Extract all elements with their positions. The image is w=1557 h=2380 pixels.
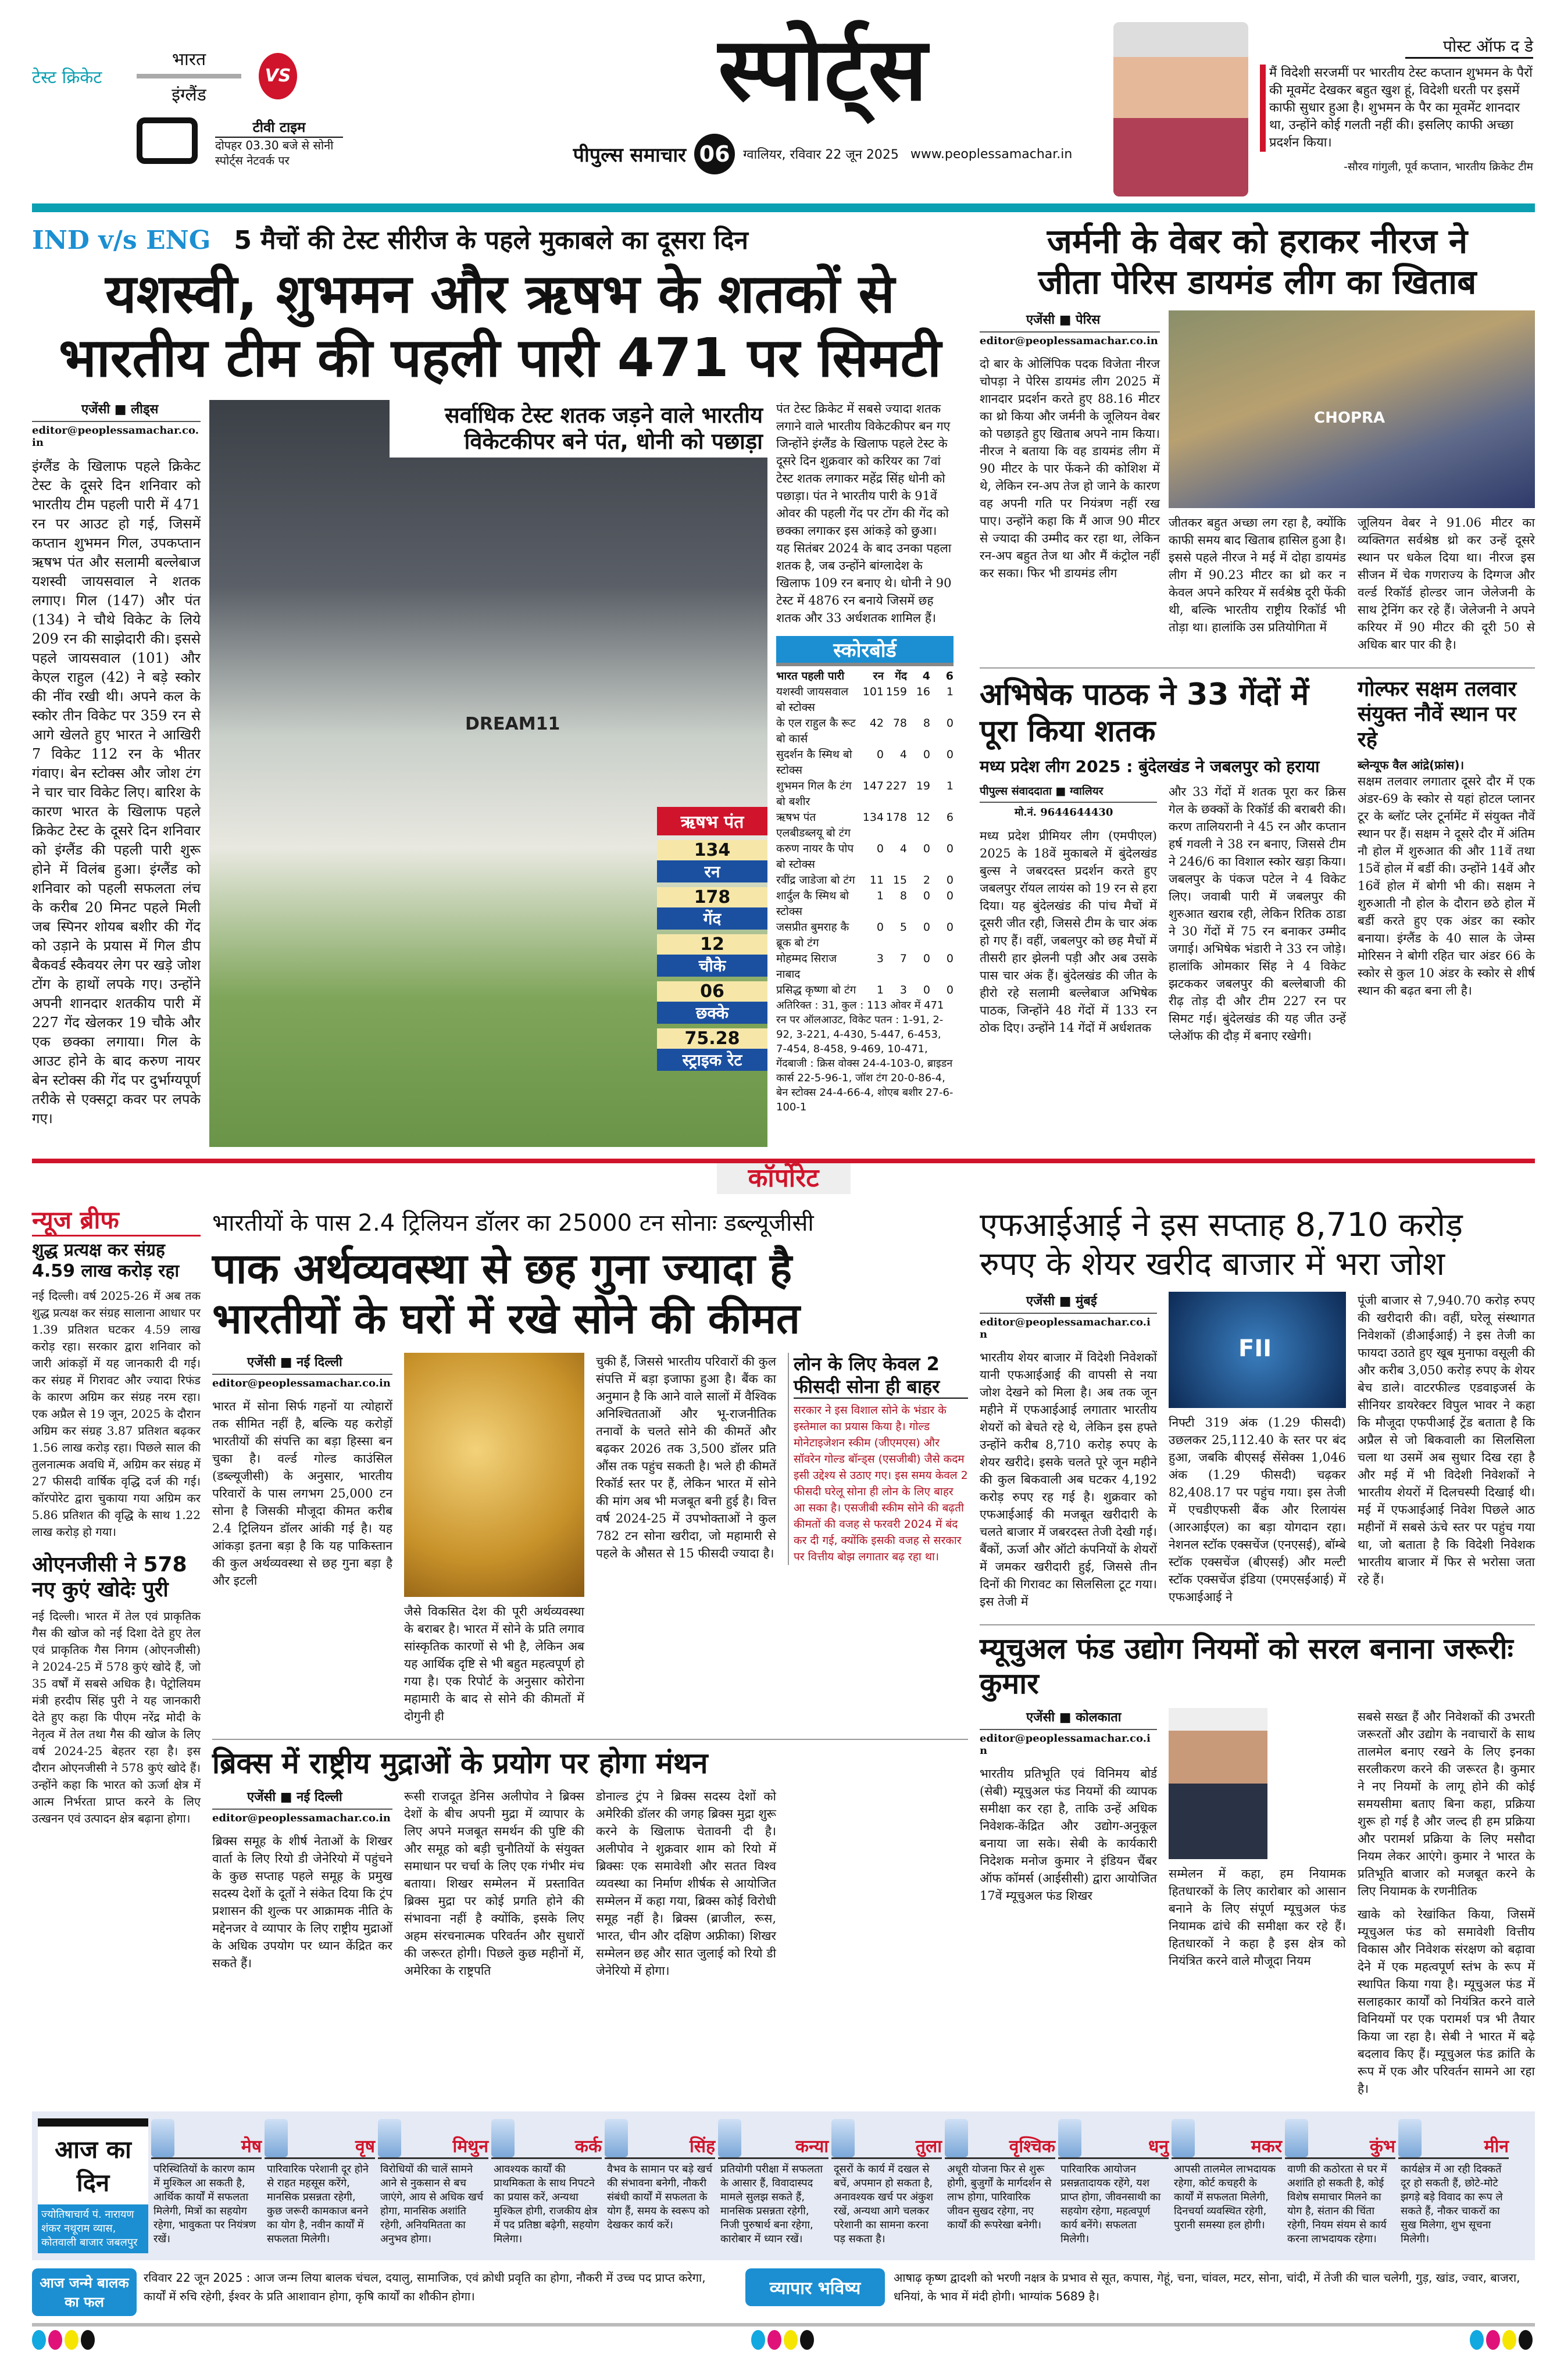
email: editor@peoplessamachar.co.in — [212, 1377, 391, 1390]
stat-value: 178 — [657, 887, 767, 907]
byline: एजेंसी ■ नई दिल्ली — [212, 1788, 392, 1810]
main-headline-line2: भारतीय टीम की पहली पारी 471 पर सिमटी — [59, 327, 941, 389]
score-cell: 0 — [946, 983, 954, 996]
batsman-name: रवींद्र जाडेजा बो टंग — [776, 873, 855, 887]
abhishek-subhead: मध्य प्रदेश लीग 2025 : बुंदेलखंड ने जबलपुर को हराया — [980, 756, 1320, 776]
brief-body-1: नई दिल्ली। वर्ष 2025-26 में अब तक शुद्ध प्रत्यक्ष कर संग्रह सालाना आधार पर 1.39 प्रतिशत घटकर 4.59 लाख करोड़ रहा। सरकार द्वारा शनिवार को जारी आंकड़ों में यह जानकारी दी गई। कर संग्रह में गिरावट और ज्यादा रिफंड के कारण अग्रिम कर संग्रह नरम रहा। एक अप्रैल से 19 जून, 2025 के दौरान अग्रिम कर संग्रह 3.87 प्रतिशत बढ़कर 1.56 लाख करोड़ रहा। पिछले साल की तुलनात्मक अवधि में, अग्रिम कर संग्रह में 27 फीसदी वार्षिक वृद्धि दर्ज की गई। कॉरपोरेट द्वारा चुकाया गया अग्रिम कर 5.86 प्रतिशत की वृद्धि के साथ 1.22 लाख करोड़ हो गया। — [32, 1288, 201, 1539]
sign-header — [151, 2118, 262, 2159]
abhishek-col-1 — [980, 783, 1157, 1037]
sign-label: सिंह — [690, 2136, 715, 2157]
score-cell: 0 — [946, 748, 954, 761]
masthead-info — [573, 134, 1073, 174]
brics-article — [212, 1788, 392, 1972]
section-label: कॉर्पोरेट — [717, 1163, 851, 1194]
mf-body-4: खाके को रेखांकित किया, जिसमें म्यूचुअल फंड को समावेशी वित्तीय विकास और निवेशक संरक्षण को बढ़ावा देने में एक महत्वपूर्ण स्तंभ के रूप में स्थापित किया गया है। म्यूचुअल फंड में सलाहकार कार्यों को नियंत्रित करने वाले विनियमों पर एक परामर्श पत्र भी तैयार किया जा रहा है। सेबी ने भारत में बढ़े बदलाव किए हैं। म्यूचुअल फंड क्रांति के रूप में एक और परिवर्तन सामने आ रहा है। — [1358, 1907, 1535, 2096]
mf-columns — [980, 1708, 1535, 2097]
mf-body-2: सम्मेलन में कहा, हम नियामक हितधारकों के लिए कारोबार को आसान बनाने के लिए संपूर्ण म्यूचुअल फंड नियामक ढांचे की समीक्षा कर रहे हैं। हितधारकों ने कहा है इस क्षेत्र को नियंत्रित करने वाले मौजूदा नियम — [1169, 1866, 1346, 1968]
brics-columns — [212, 1788, 968, 1979]
neeraj-body-3: जूलियन वेबर ने 91.06 मीटर का व्यक्तिगत सर्वश्रेष्ठ थ्रो कर उन्हें दूसरे स्थान पर धकेल दिया था। नीरज इस सीजन में चेक गणराज्य के दिग्गज और वर्ल्ड रिकॉर्ड होल्डर जान जेलेजनी के साथ ट्रेनिंग कर रहे हैं। जेलेजनी ने अपने करियर में 90 मीटर की दूरी 50 से अधिक बार पार की है। — [1358, 516, 1535, 652]
score-cell: 0 — [923, 952, 930, 965]
mf-col-3 — [1358, 1708, 1535, 2097]
zodiac-icon — [491, 2119, 515, 2157]
scoreboard — [776, 636, 954, 1114]
sign-header — [491, 2118, 602, 2159]
score-cell: 4 — [899, 842, 907, 855]
neeraj-article — [980, 310, 1160, 582]
header-cell: गेंद — [895, 669, 907, 682]
sign-header — [605, 2118, 715, 2159]
batsman-name: यशस्वी जायसवाल बो स्टोक्स — [776, 685, 849, 714]
header-cell: 6 — [945, 669, 954, 682]
article-body: भारत में सोना सिर्फ गहनों या त्योहारों तक सीमित नहीं है, बल्कि यह करोड़ों भारतीयों की संपत्ति का बड़ा हिस्सा बन चुका है। वर्ल्ड गोल्ड काउंसिल (डब्ल्यूजीसी) के अनुसार, भारतीय परिवारों के पास लगभग 25,000 टन सोना है जिसकी मौजूदा कीमत करीब 2.4 ट्रिलियन डॉलर आंकी गई है। यह आंकड़ा इतना बड़ा है कि यह पाकिस्तान की कुल अर्थव्यवस्था से छह गुना बड़ा है और इटली — [212, 1399, 392, 1588]
email: editor@peoplessamachar.co.in — [212, 1812, 391, 1825]
horoscope-sign — [1398, 2118, 1509, 2250]
article-body: मध्य प्रदेश प्रीमियर लीग (एमपीएल) 2025 के 18वें मुकाबले में बुंदेलखंड बुल्स ने जबरदस्त प्रदर्शन करते हुए जबलपुर रॉयल लायंस को 19 रन से हरा दिया। यह बुंदेलखंड की पांच मैचों में दूसरी जीत रही, जिससे टीम के चार अंक हो गए हैं। वहीं, जबलपुर को छह मैचों में तीसरी हार झेलनी पड़ी और अब उसके पास चार अंक हैं। बुंदेलखंड की जीत के हीरो रहे सलामी बल्लेबाज अभिषेक पाठक, जिन्होंने 48 गेंदों में 133 रन ठोक दिए। उन्होंने 14 गेंदों में अर्धशतक — [980, 828, 1157, 1035]
byline: एजेंसी ■ लीड्स — [32, 400, 201, 422]
mf-article — [980, 1708, 1157, 1904]
horoscope-sign — [831, 2118, 942, 2250]
mf-headline: म्यूचुअल फंड उद्योग नियमों को सरल बनाना जरूरीः कुमार — [980, 1624, 1535, 1701]
horoscope-sign — [378, 2118, 488, 2250]
stat-label: चौके — [657, 955, 767, 977]
sign-header — [1398, 2118, 1509, 2159]
sign-header — [945, 2118, 1055, 2159]
score-cell: 3 — [899, 983, 907, 996]
cricket-section — [32, 221, 968, 1147]
score-cell: 7 — [899, 952, 907, 965]
middle-section — [212, 1206, 968, 1980]
website-link[interactable]: www.peoplessamachar.in — [910, 146, 1073, 162]
score-cell: 0 — [946, 873, 954, 887]
score-cell: 6 — [946, 810, 954, 824]
brief-headline-2: ओएनजीसी ने 578 नए कुएं खोदेः पुरी — [32, 1552, 187, 1602]
abhishek-headline: अभिषेक पाठक ने 33 गेंदों में पूरा किया शतक — [980, 677, 1309, 749]
horoscope-sign — [151, 2118, 262, 2250]
article-body: दो बार के ओलिंपिक पदक विजेता नीरज चोपड़ा ने पेरिस डायमंड लीग 2025 में शानदार प्रदर्शन करते हुए 88.16 मीटर का थ्रो किया और जर्मनी के जूलियन वेबर को पछाड़ते हुए खिताब अपने नाम किया। नीरज ने बताया कि वह डायमंड लीग में 90 मीटर के पार फेंकने की कोशिश में थे, लेकिन रन-अप तेज हो जाने के कारण वह अपनी गति पर नियंत्रण नहीं रख पाए। उन्होंने कहा कि मैं आज 90 मीटर से ज्यादा की उम्मीद कर रहा था, लेकिन रन-अप बहुत तेज था और मैं कंट्रोल नहीं कर सका। फिर भी डायमंड लीग — [980, 357, 1160, 581]
email: editor@peoplessamachar.co.in — [980, 335, 1158, 348]
stat-label: रन — [657, 860, 767, 882]
pant-side-column — [776, 400, 954, 1114]
score-cell: 3 — [876, 952, 884, 965]
byline: एजेंसी ■ मुंबई — [980, 1292, 1157, 1314]
score-cell: 0 — [876, 748, 884, 761]
horoscope-title: आज का दिन — [38, 2118, 148, 2204]
score-cell: 178 — [885, 810, 907, 824]
sign-text: वाणी की कठोरता से घर में अशांति हो सकती है, कोई विशेष समाचार मिलने का योग है, संतान की चिंता रहेगी, नियम संयम से कार्य करना लाभदायक रहेगा। — [1287, 2163, 1387, 2245]
vs-badge: VS — [259, 53, 297, 99]
fii-col-2 — [1169, 1292, 1346, 1606]
born-text: रविवार 22 जून 2025 : आज जन्म लिया बालक चंचल, दयालु, सामाजिक, एवं क्रोधी प्रवृति का होगा, नौकरी में उच्च पद प्राप्त करेगा, कार्यों में रुचि रहेगी, ईश्वर के प्रति आशावान होगा, कृषि कार्यों का शौकीन होगा। — [144, 2270, 706, 2303]
image-label: FII — [1238, 1335, 1272, 1362]
pant-side-body: पंत टेस्ट क्रिकेट में सबसे ज्यादा शतक लगाने वाले भारतीय विकेटकीपर बन गए जिन्होंने इंग्लैंड के खिलाफ पहले टेस्ट के दूसरे दिन शुक्रवार को करियर का 7वां टेस्ट शतक लगाकर महेंद्र सिंह धोनी को पछाड़ा। पंत ने भारतीय पारी के 91वें ओवर की पहली गेंद पर टोंग की गेंद को छक्का लगाकर इस आंकड़े को छुआ। यह सितंबर 2024 के बाद उनका पहला शतक है, जब उन्होंने बांग्लादेश के खिलाफ 109 रन बनाए थे। धोनी ने 90 टेस्ट में 4876 रन बनाये जिसमें छह शतक और 33 अर्धशतक शामिल हैं। — [776, 401, 952, 625]
main-kicker — [32, 221, 968, 256]
fii-image — [1169, 1292, 1346, 1408]
horoscope-sign — [1285, 2118, 1395, 2250]
sign-label: कर्क — [574, 2136, 602, 2157]
byline: एजेंसी ■ नई दिल्ली — [212, 1353, 392, 1375]
scoreboard-row — [776, 716, 954, 747]
score-cell: 19 — [916, 779, 930, 792]
scoreboard-summary: अतिरिक्त : 31, कुल : 113 ओवर में 471 रन पर ऑलआउट, विकेट पतन : 1-91, 2-92, 3-221, 4-430, 5-447, 6-453, 7-454, 8-458, 9-469, 10-471, गेंदबाजी : क्रिस वोक्स 24-4-103-0, ब्राइडन कार्स 22-5-96-1, जॉश टंग 20-0-86-4, बेन स्टोक्स 24-4-66-4, शोएब बशीर 27-6-100-1 — [776, 999, 954, 1113]
main-headline-line1: यशस्वी, शुभमन और ऋषभ के शतकों से — [105, 263, 895, 325]
gold-body-2: जैसे विकसित देश की पूरी अर्थव्यवस्था के बराबर है। भारत में सोने के प्रति लगाव सांस्कृतिक कारणों से भी है, लेकिन अब यह आर्थिक दृष्टि से भी बहुत महत्वपूर्ण हो गया है। एक रिपोर्ट के अनुसार कोरोना महामारी के बाद से सोने की कीमतों में दोगुनी ही — [404, 1604, 584, 1724]
horoscope-strip — [32, 2111, 1535, 2260]
abhishek-columns — [980, 783, 1346, 1045]
post-of-the-day — [1260, 12, 1533, 196]
score-cell: 101 — [862, 685, 884, 698]
main-article — [32, 400, 201, 1128]
brics-body-2: रूसी राजदूत डेनिस अलीपोव ने ब्रिक्स देशों के बीच अपनी मुद्रा में व्यापार के लिए अपने मजबूत समर्थन की पुष्टि की और समूह को बड़ी चुनौतियों के संयुक्त समाधान पर चर्चा के लिए एक गंभीर मंच बताया। शिखर सम्मेलन में प्रस्तावित ब्रिक्स मुद्रा पर कोई प्रगति होने की संभावना नहीं है क्योंकि, इसके लिए अहम संरचनात्मक परिवर्तन और सुधारों की जरूरत होगी। पिछले कुछ महीनों में, अमेरिका के राष्ट्रपति — [404, 1789, 584, 1978]
footer-rule — [32, 2323, 1535, 2327]
fii-headline-line2: रुपए के शेयर खरीद बाजार में भरा जोश — [980, 1245, 1445, 1283]
news-brief — [32, 1206, 201, 1828]
sign-text: आपसी तालमेल लाभदायक रहेगा, कोर्ट कचहरी के कार्यों में सफलता मिलेगी, दिनचर्या व्यवस्थित रहेगी, पुरानी समस्या हल होगी। — [1174, 2163, 1276, 2231]
horoscope-sign — [945, 2118, 1055, 2236]
scoreboard-rows — [776, 669, 954, 998]
batsman-name: प्रसिद्ध कृष्णा बो टंग — [776, 983, 856, 996]
stat-value: 12 — [657, 934, 767, 955]
score-cell: 1 — [876, 983, 884, 996]
sign-label: कुंभ — [1369, 2136, 1395, 2157]
cricket-body-row — [32, 400, 968, 1147]
gold-body-3: चुकी हैं, जिससे भारतीय परिवारों की कुल संपत्ति में बड़ा इजाफा हुआ है। बैंक का अनुमान है कि आने वाले सालों में वैश्विक अनिश्चितताओं और भू-राजनीतिक तनावों के चलते सोने की कीमतें और बढ़कर 2026 तक 3,500 डॉलर प्रति औंस तक पहुंच सकती है। भले ही कीमतें रिकॉर्ड स्तर पर हैं, लेकिन भारत में सोने की मांग अब भी मजबूत बनी हुई है। वित्त वर्ष 2024-25 में उपभोक्ताओं ने कुल 782 टन सोना खरीदा, जो महामारी से पहले के औसत से 15 फीसदी ज्यादा है। — [596, 1355, 776, 1561]
stat-value: 134 — [657, 840, 767, 860]
gold-headline-line2: भारतीयों के घरों में रखे सोने की कीमत — [212, 1293, 800, 1343]
header-center — [358, 12, 1113, 196]
article-body: सक्षम तलवार लगातार दूसरे दौर में एक अंडर-69 के स्कोर से यहां होटल प्लानर टूर के ब्लॉट प्लेर टूर्नामेंट में संयुक्त नौवें स्थान पर हैं। सक्षम ने दूसरे दौर में अंतिम नौ होल में शुरुआत की और 11वें तथा 15वें होल में बर्डी की। उन्होंने 14वें और 16वें होल में बोगी भी की। सक्षम ने शुरुआती नौ होल के दौरान छठे होल में बर्डी करते हुए एक अंडर का स्कोर बनाया। इंग्लैंड के 40 साल के जेम्स मोरिसन ने बोगी रहित चार अंडर 66 के स्कोर से कुल 10 अंडर के स्कोर से शीर्ष स्थान की बढ़त बना ली है। — [1358, 774, 1535, 998]
score-cell: 11 — [869, 873, 884, 887]
batsman-name: शुभमन गिल कै टंग बो बशीर — [776, 779, 852, 808]
tv-time-box — [215, 117, 343, 168]
registration-row — [32, 2330, 1535, 2352]
section-tag: टेस्ट क्रिकेट — [32, 67, 102, 88]
box-body: सरकार ने इस विशाल सोने के भंडार के इस्तेमाल का प्रयास किया है। गोल्ड मोनेटाइजेशन स्कीम (जीएमएस) और सॉवरेन गोल्ड बॉन्ड्स (एसजीबी) जैसे कदम इसी उद्देश्य से उठाए गए। इस समय केवल 2 फीसदी घरेलू सोना ही लोन के लिए बाहर आ सका है। एसजीबी स्कीम सोने की बढ़ती कीमतों की वजह से फरवरी 2024 में बंद कर दी गई, क्योंकि इसकी वजह से सरकार पर वित्तीय बोझ लगातार बढ़ रहा था। — [794, 1404, 968, 1564]
fii-article — [980, 1292, 1157, 1610]
score-cell: 0 — [923, 983, 930, 996]
zodiac-icon — [1285, 2119, 1308, 2157]
astrologer: ज्योतिषाचार्य पं. नारायण शंकर नथूराम व्यास, कोतवाली बाजार जबलपुर — [38, 2204, 148, 2253]
sign-label: वृष — [355, 2136, 375, 2157]
score-cell: 0 — [946, 952, 954, 965]
score-cell: 4 — [899, 748, 907, 761]
score-cell: 2 — [923, 873, 930, 887]
issue-date: ग्वालियर, रविवार 22 जून 2025 — [743, 148, 899, 162]
sign-header — [265, 2118, 375, 2159]
scoreboard-row — [776, 920, 954, 951]
neeraj-headline-line1: जर्मनी के वेबर को हराकर नीरज ने — [1047, 221, 1468, 261]
footer — [32, 2268, 1535, 2316]
score-cell: 42 — [869, 716, 884, 730]
score-cell: 8 — [899, 889, 907, 902]
byline: एजेंसी ■ पेरिस — [980, 310, 1160, 333]
neeraj-body-row — [980, 310, 1535, 653]
score-cell: 0 — [876, 920, 884, 934]
abhishek-body-2: और 33 गेंदों में शतक पूरा कर क्रिस गेल के छक्कों के रिकॉर्ड की बराबरी की। करण तालियरानी ने 45 रन और कप्तान हर्ष गवली ने 38 रन बनाए, जिससे टीम ने 246/6 का विशाल स्कोर खड़ा किया। जबलपुर के पंकज पटेल ने 4 विकेट लिए। जवाबी पारी में जबलपुर की शुरुआत खराब रही, लेकिन रितिक ठाडा ने 30 गेंदों में 75 रन बनाकर उम्मीद जगाई। अभिषेक भंडारी ने 33 रन जोड़े। हालांकि ओमकार सिंह ने 4 विकेट झटककर जबलपुर की बल्लेबाजी की रीढ़ तोड़ दी और टीम 227 रन पर सिमट गई। बुंदेलखंड की यह जीत उन्हें प्लेऑफ की दौड़ में बनाए रखेगी। — [1169, 784, 1346, 1043]
tv-time — [137, 117, 358, 168]
batsman-name: के एल राहुल कै रूट बो कार्स — [776, 716, 856, 745]
horoscope-sign — [1172, 2118, 1282, 2236]
gold-headline-line1: पाक अर्थव्यवस्था से छह गुना ज्यादा है — [212, 1243, 792, 1293]
horoscope-signs — [148, 2118, 1509, 2253]
score-cell: 0 — [946, 920, 954, 934]
horoscope-sign — [1058, 2118, 1169, 2250]
byline: एजेंसी ■ कोलकाता — [980, 1708, 1157, 1730]
masthead: स्पोर्ट्स — [718, 19, 927, 120]
sign-header — [718, 2118, 829, 2159]
right-top-section — [980, 221, 1535, 1045]
header-cell: भारत पहली पारी — [776, 669, 845, 682]
sign-header — [1172, 2118, 1282, 2159]
byline: पीपुल्स संवाददाता ■ ग्वालियर — [980, 783, 1157, 803]
sign-label: मकर — [1251, 2136, 1282, 2157]
sign-label: मीन — [1484, 2136, 1509, 2157]
header-left — [32, 12, 358, 196]
brics-body-3: डोनाल्ड ट्रंप ने ब्रिक्स सदस्य देशों को अमेरिकी डॉलर की जगह ब्रिक्स मुद्रा शुरू करने के खिलाफ चेतावनी दी है। अलीपोव ने शुक्रवार शाम को रियो में ब्रिक्सः एक समावेशी और सतत विश्व व्यवस्था का निर्माण शीर्षक से आयोजित सम्मेलन में कहा गया, ब्रिक्स कोई विरोधी समूह नहीं है। ब्रिक्स (ब्राजील, रूस, भारत, चीन और दक्षिण अफ्रीका) शिखर सम्मेलन छह और सात जुलाई को रियो डी जेनेरियो में होगा। — [596, 1789, 776, 1978]
score-cell: 12 — [916, 810, 930, 824]
bottom-section — [32, 1206, 1535, 2097]
right-bottom-section — [980, 1206, 1535, 2097]
kicker-tag: IND v/s ENG — [32, 226, 211, 255]
score-cell: 8 — [923, 716, 930, 730]
sign-text: अधूरी योजना फिर से शुरू होगी, बुजुर्गों के मार्गदर्शन से लाभ होगा, पारिवारिक जीवन सुखद रहेगा, नए कार्यों की रूपरेखा बनेगी। — [947, 2163, 1052, 2231]
score-cell: 1 — [946, 779, 954, 792]
stat-value: 75.28 — [657, 1028, 767, 1049]
gold-kicker: भारतीयों के पास 2.4 ट्रिलियन डॉलर का 25000 टन सोनाः डब्ल्यूजीसी — [212, 1209, 814, 1237]
sign-header — [1058, 2118, 1169, 2159]
sign-text: पारिवारिक आयोजन प्रसन्नतादायक रहेंगे, यश प्राप्त होगा, जीवनसाथी का सहयोग रहेगा, महत्वपूर्ण कार्य बनेंगे। सफलता मिलेगी। — [1060, 2163, 1161, 2245]
score-cell: 0 — [946, 842, 954, 855]
golf-headline: गोल्फर सक्षम तलवार संयुक्त नौवें स्थान पर रहे — [1358, 677, 1517, 752]
article-body: भारतीय प्रतिभूति एवं विनिमय बोर्ड (सेबी) म्यूचुअल फंड नियमों की व्यापक समीक्षा कर रहा है, ताकि उन्हें अधिक निवेशक-केंद्रित और उद्योग-अनुकूल बनाया जा सके। सेबी के कार्यकारी निदेशक मनोज कुमार ने इंडियन चैंबर ऑफ कॉमर्स (आईसीसी) द्वारा आयोजित 17वें म्यूचुअल फंड शिखर — [980, 1766, 1157, 1903]
scoreboard-row — [776, 747, 954, 778]
abhishek-article — [980, 677, 1346, 1045]
email: editor@peoplessamachar.co.in — [980, 1316, 1151, 1341]
score-cell: 0 — [923, 889, 930, 902]
sign-header — [1285, 2118, 1395, 2159]
manoj-kumar-photo — [1169, 1708, 1267, 1859]
zodiac-icon — [151, 2119, 174, 2157]
zodiac-icon — [945, 2119, 968, 2157]
zodiac-icon — [1058, 2119, 1081, 2157]
author-photo — [1113, 22, 1248, 196]
divider — [137, 74, 241, 78]
neeraj-body-2: जीतकर बहुत अच्छा लग रहा है, क्योंकि काफी समय बाद खिताब हासिल हुआ है। इससे पहले नीरज ने मई में दोहा डायमंड लीग में 90.23 मीटर का थ्रो कर न केवल अपने करियर में सर्वश्रेष्ठ दूरी फेंकी थी, बल्कि भारतीय राष्ट्रीय रिकॉर्ड भी तोड़ा था। हालांकि उस प्रतियोगिता में — [1169, 516, 1346, 635]
paper-name: पीपुल्स समाचार — [573, 144, 687, 167]
sign-text: वैभव के सामान पर बड़े खर्च की संभावना बनेगी, नौकरी संबंधी कार्यों में सफलता के योग हैं, समय के स्वरूप को देखकर कार्य करें। — [607, 2163, 712, 2231]
trade-text: आषाढ़ कृष्ण द्वादशी को भरणी नक्षत्र के प्रभाव से सूत, कपास, गेहूं, चना, चांवल, मटर, सोना, चांदी, में तेजी की चाल चलेगी, गुड़, खांड, ज्वार, बाजरा, धनियां, के भाव में मंदी होगी। भाग्यांक 5689 है। — [894, 2270, 1520, 2303]
scoreboard-title: स्कोरबोर्ड — [776, 636, 954, 666]
box-title: लोन के लिए केवल 2 फीसदी सोना ही बाहर — [794, 1353, 968, 1399]
scoreboard-header — [776, 669, 954, 684]
neeraj-right — [1169, 310, 1535, 653]
brics-headline: ब्रिक्स में राष्ट्रीय मुद्राओं के प्रयोग पर होगा मंथन — [212, 1739, 968, 1781]
neeraj-headline-line2: जीता पेरिस डायमंड लीग का खिताब — [1038, 262, 1477, 302]
kicker-text: 5 मैचों की टेस्ट सीरीज के पहले मुकाबले का दूसरा दिन — [234, 226, 748, 255]
batsman-name: सुदर्शन कै स्मिथ बो स्टोक्स — [776, 748, 852, 777]
brief-headline-1: शुद्ध प्रत्यक्ष कर संग्रह 4.59 लाख करोड़ रहा — [32, 1239, 180, 1281]
scoreboard-row — [776, 982, 954, 998]
section-divider — [32, 1159, 1535, 1194]
article-body: इंग्लैंड के खिलाफ पहले क्रिकेट टेस्ट के दूसरे दिन शनिवार को भारतीय टीम पहली पारी में 471 रन पर आउट हो गई, जिसमें कप्तान शुभमन गिल, उपकप्तान ऋषभ पंत और सलामी बल्लेबाज यशस्वी जायसवाल ने शतक लगाए। गिल (147) और पंत (134) ने चौथे विकेट के लिये 209 रन की साझेदारी की। इससे पहले जायसवाल (101) और केएल राहुल (42) ने बड़े स्कोर की नींव रखी थी। अपने कल के स्कोर तीन विकेट पर 359 रन से आगे खेलते हुए भारत ने आखिरी 7 विकेट 112 रन के भीतर गंवाए। बेन स्टोक्स और जोश टंग ने चार चार विकेट लिए। बारिश के कारण भारत के खिलाफ पहले क्रिकेट टेस्ट के दूसरे दिन शनिवार को इंग्लैंड की पहली पारी शुरू होने में विलंब हुआ। इंग्लैंड को शनिवार को पहली सफलता लंच के करीब 20 मिनट पहले मिली जब स्पिनर शोयब बशीर की गेंद को उड़ाने के प्रयास में गिल डीप बैकवर्ड स्कैवयर लेग पर खड़े जोश टोंग के हाथों लपके गए। उन्होंने अपनी शानदार शतकीय पारी में 227 गेंद खेलकर 19 चौके और एक छक्का लगाया। गिल के आउट होने के बाद करुण नायर बेन स्टोक्स की गेंद पर दुर्भाग्यपूर्ण तरीके से एक्सट्रा कवर पर लपके गए। — [32, 458, 201, 1127]
mf-col-2 — [1169, 1708, 1346, 1970]
color-registration-marks — [32, 2330, 97, 2352]
email: editor@peoplessamachar.co.in — [32, 424, 199, 449]
pant-photo — [209, 400, 767, 1147]
zodiac-icon — [605, 2119, 628, 2157]
photo-jersey: DREAM11 — [465, 713, 560, 734]
golf-byline: ब्लेन्यूफ वैल आंद्रे(फ्रांस)। — [1358, 757, 1465, 772]
fii-body-2: निफ्टी 319 अंक (1.29 फीसदी) उछलकर 25,112.40 के स्तर पर बंद हुआ, जबकि बीएसई सेंसेक्स 1,046 अंक (1.29 फीसदी) चढ़कर 82,408.17 पर पहुंच गया। इस तेजी में एचडीएफसी बैंक और रिलायंस (आरआईएल) का बड़ा योगदान रहा। नेशनल स्टॉक एक्सचेंज (एनएसई), बॉम्बे स्टॉक एक्सचेंज (बीएसई) और मल्टी स्टॉक एक्सचेंज इंडिया (एमएसईआई) में एफआईआई ने — [1169, 1415, 1346, 1604]
scoreboard-row — [776, 684, 954, 716]
gold-col-2 — [404, 1353, 584, 1725]
post-title: पोस्ट ऑफ द डे — [1405, 35, 1533, 59]
post-author: -सौरव गांगुली, पूर्व कप्तान, भारतीय क्रिकेट टीम — [1344, 160, 1533, 173]
horoscope-title-box — [38, 2118, 148, 2253]
header-cell: रन — [873, 669, 884, 682]
score-cell: 1 — [876, 889, 884, 902]
sign-header — [378, 2118, 488, 2159]
sign-text: कार्यक्षेत्र में आ रही दिक्कतें दूर हो सकती हैं, छोटे-मोटे झगड़े बड़े विवाद का रूप ले सकते हैं, नौकर चाकरों का सुख मिलेगा, शुभ सूचना मिलेगी। — [1401, 2163, 1503, 2245]
header-rule — [32, 203, 1535, 212]
scoreboard-row — [776, 841, 954, 873]
gold-photo — [404, 1353, 584, 1597]
stat-label: गेंद — [657, 907, 767, 930]
sign-text: आवश्यक कार्यों की प्राथमिकता के साथ निपटने का प्रयास करें, अन्यथा मुश्किल होगी, राजकीय क्षेत्र में पद प्रतिष्ठा बढ़ेगी, सहयोग मिलेगा। — [494, 2163, 599, 2245]
mf-body-3: सबसे सख्त हैं और निवेशकों की उभरती जरूरतों और उद्योग के नवाचारों के साथ तालमेल बनाए रखने के लिए इनका सरलीकरण करने की जरूरत है। कुमार ने नए नियमों के लागू होने की कोई समयसीमा बताए बिना कहा, प्रक्रिया शुरू हो गई है और जल्द ही हम प्रक्रिया और परामर्श प्रक्रिया के लिए मसौदा नियम लेकर आएंगे। कुमार ने भारत के प्रतिभूति बाजार को मजबूत करने के लिए नियामक के रणनीतिक — [1358, 1709, 1535, 1898]
sign-text: दूसरों के कार्य में दखल से बचें, अपमान हो सकता है, अनावश्यक खर्च पर अंकुश रखें, अन्यथा आगे चलकर परेशानी का सामना करना पड़ सकता है। — [834, 2163, 934, 2245]
sign-label: तुला — [915, 2136, 942, 2157]
top-section — [32, 221, 1535, 1147]
sign-text: पारिवारिक परेशानी दूर होने से राहत महसूस करेंगे, मानसिक प्रसन्नता रहेगी, कुछ जरूरी कामकाज बनने का योग है, नवीन कार्यों में सफलता मिलेगी। — [267, 2163, 369, 2245]
score-cell: 78 — [892, 716, 907, 730]
tv-icon — [137, 117, 198, 164]
color-registration-marks — [1470, 2330, 1535, 2352]
brief-title: न्यूज ब्रीफ — [32, 1206, 201, 1237]
gold-box — [788, 1353, 968, 1565]
scoreboard-row — [776, 778, 954, 810]
brief-body-2: नई दिल्ली। भारत में तेल एवं प्राकृतिक गैस की खोज को नई दिशा देते हुए तेल एवं प्राकृतिक गैस निगम (ओएनजीसी) ने 2024-25 में 578 कुएं खोदे हैं, जो 35 वर्षों में सबसे अधिक है। पेट्रोलियम मंत्री हरदीप सिंह पुरी ने यह जानकारी देते हुए कहा कि पीएम नरेंद्र मोदी के नेतृत्व में तेल तथा गैस की खोज के लिए वर्ष 2024-25 बेहतर रहा है। इस दौरान ओएनजीसी ने 578 कुएं खोदे हैं। उन्होंने कहा कि भारत को ऊर्जा क्षेत्र में आत्म निर्भरता प्राप्त करने के लिए उत्खनन एवं उत्पादन क्षेत्र बढ़ाना होगा। — [32, 1609, 201, 1826]
score-cell: 159 — [885, 685, 907, 698]
score-cell: 147 — [862, 779, 884, 792]
scoreboard-row — [776, 873, 954, 888]
golf-article — [1358, 677, 1535, 999]
batsman-name: जसप्रीत बुमराह कै ब्रूक बो टंग — [776, 920, 849, 949]
fii-headline-line1: एफआईआई ने इस सप्ताह 8,710 करोड़ — [980, 1206, 1463, 1244]
zodiac-icon — [1172, 2119, 1195, 2157]
zodiac-icon — [718, 2119, 741, 2157]
zodiac-icon — [265, 2119, 288, 2157]
horoscope-sign — [265, 2118, 375, 2250]
team-india: भारत — [172, 49, 206, 70]
teams — [131, 47, 247, 106]
stat-label: छक्के — [657, 1002, 767, 1024]
photo-label: CHOPRA — [1314, 409, 1385, 427]
score-cell: 227 — [885, 779, 907, 792]
zodiac-icon — [1398, 2119, 1422, 2157]
sign-label: मिथुन — [452, 2136, 488, 2157]
horoscope-sign — [491, 2118, 602, 2250]
page-number: 06 — [694, 134, 735, 174]
neeraj-photo — [1169, 310, 1535, 508]
sign-label: धनु — [1148, 2136, 1169, 2157]
score-cell: 0 — [923, 842, 930, 855]
zodiac-icon — [831, 2119, 855, 2157]
batsman-name: ऋषभ पंत एलबीडब्लयू बो टंग — [776, 810, 851, 839]
sign-label: वृश्चिक — [1009, 2136, 1055, 2157]
score-cell: 1 — [946, 685, 954, 698]
score-cell: 15 — [892, 873, 907, 887]
header-cell: 4 — [922, 669, 930, 682]
score-cell: 0 — [923, 920, 930, 934]
score-cell: 5 — [899, 920, 907, 934]
sign-header — [831, 2118, 942, 2159]
batsman-name: करुण नायर कै पोप बो स्टोक्स — [776, 842, 854, 871]
sign-label: मेष — [241, 2136, 262, 2157]
fii-body-3: पूंजी बाजार से 7,940.70 करोड़ रुपए की खरीदारी की। वहीं, घरेलू संस्थागत निवेशकों (डीआईआई) ने इस तेजी का फायदा उठाते हुए खूब मुनाफा वसूली की और करीब 3,050 करोड़ रुपए के शेयर बेच डाले। वाटरफील्ड एडवाइजर्स के सीनियर डायरेक्टर विपुल भावर ने कहा कि मौजूदा एफपीआई ट्रेंड बताता है कि अप्रैल से जो बिकवाली का सिलसिला चला था उसमें अब सुधार दिख रहा है और मई में भी विदेशी निवेशकों ने भारतीय शेयरों में दिलचस्पी दिखाई थी। मई में एफआईआई निवेश पिछले आठ महीनों में सबसे ऊंचे स्तर पर पहुंच गया था, जो बताता है कि विदेशी निवेशक भारतीय बाजार में फिर से भरोसा जता रहे हैं। — [1358, 1293, 1535, 1586]
article-body: ब्रिक्स समूह के शीर्ष नेताओं के शिखर वार्ता के लिए रियो डी जेनेरियो में पहुंचने के कुछ सप्ताह पहले समूह के प्रमुख सदस्य देशों के दूतों ने संकेत दिया कि ट्रंप प्रशासन की शुल्क पर आक्रामक नीति के मद्देनजर वे व्यापार के लिए राष्ट्रीय मुद्राओं के अधिक उपयोग पर ध्यान केंद्रित कर सकते हैं। — [212, 1834, 392, 1971]
gold-article — [212, 1353, 392, 1589]
sign-text: परिस्थितियों के कारण काम में मुश्किल आ सकती है, आर्थिक कार्यों में सफलता मिलेगी, मित्रों का सहयोग रहेगा, भावुकता पर नियंत्रण रखें। — [153, 2163, 256, 2245]
match-teaser — [32, 47, 358, 106]
born-label: आज जन्मे बालक का फल — [32, 2268, 137, 2316]
sign-text: प्रतियोगी परीक्षा में सफलता के आसार हैं, विवादास्पद मामले सुलझ सकते हैं, मानसिक प्रसन्नता रहेगी, निजी पुरुषार्थ बना रहेगा, कारोबार में ध्यान रखें। — [720, 2163, 823, 2245]
stat-player: ऋषभ पंत — [657, 807, 767, 835]
phone: मो.नं. 9644644430 — [1015, 806, 1113, 819]
sign-text: विरोधियों की चालें सामने आने से नुकसान से बच जाएंगे, आय से अधिक खर्च होगा, मानसिक अशांति रहेगी, अनियमितता का अनुभव होगा। — [380, 2163, 484, 2245]
trade-label: व्यापार भविष्य — [745, 2268, 885, 2306]
scoreboard-row — [776, 888, 954, 920]
tv-time-text: दोपहर 03.30 बजे से सोनी स्पोर्ट्स नेटवर्क पर — [215, 138, 334, 167]
score-cell: 16 — [916, 685, 930, 698]
email: editor@peoplessamachar.co.in — [980, 1732, 1151, 1757]
color-registration-marks — [751, 2330, 816, 2352]
score-cell: 0 — [946, 716, 954, 730]
horoscope-sign — [718, 2118, 829, 2250]
team-england: इंग्लैंड — [172, 85, 206, 105]
stat-label: स्ट्राइक रेट — [657, 1049, 767, 1071]
tv-time-title: टीवी टाइम — [215, 117, 343, 138]
score-cell: 134 — [862, 810, 884, 824]
batsman-name: शार्दुल कै स्मिथ बो स्टोक्स — [776, 889, 849, 918]
neeraj-columns — [1169, 514, 1535, 653]
post-text: मैं विदेशी सरजमीं पर भारतीय टेस्ट कप्तान शुभमन के पैरों की मूवमेंट देखकर बहुत खुश हूं, विदेशी धरती पर इसमें काफी सुधार हुआ है। शुभमन के पैर का मूवमेंट शानदार था, उन्होंने कोई गलती नहीं की। इसलिए काफी अच्छा प्रदर्शन किया। — [1260, 65, 1533, 152]
horoscope-sign — [605, 2118, 715, 2236]
zodiac-icon — [378, 2119, 401, 2157]
batsman-name: मोहम्मद सिराज नाबाद — [776, 952, 837, 981]
score-cell: 0 — [923, 748, 930, 761]
scoreboard-row — [776, 810, 954, 841]
abhishek-row — [980, 667, 1535, 1045]
stat-value: 06 — [657, 981, 767, 1002]
article-body: भारतीय शेयर बाजार में विदेशी निवेशकों यानी एफआईआई की वापसी से नया जोश देखने को मिला है। अब तक जून महीने में एफआईआई लगातार भारतीय शेयरों को बेचते रहे थे, लेकिन इस हफ्ते उन्होंने करीब 8,710 करोड़ रुपए के शेयर खरीदे। इसके चलते पूरे जून महीने की कुल बिकवाली अब घटकर 4,192 करोड़ रुपए रह गई है। शुक्रवार को एफआईआई की मजबूत खरीदारी के चलते बाजार में जबरदस्त तेजी देखी गई। बैंकों, ऊर्जा और ऑटो कंपनियों के शेयरों में जमकर खरीदारी हुई, जिससे तीन दिनों की गिरावट का सिलसिला टूट गया। इस तेजी में — [980, 1350, 1157, 1609]
pant-stats — [657, 807, 767, 1071]
fii-columns — [980, 1292, 1535, 1610]
sign-label: कन्या — [795, 2136, 829, 2157]
score-cell: 0 — [876, 842, 884, 855]
page-header — [32, 12, 1535, 196]
scoreboard-row — [776, 951, 954, 982]
pant-subhead: सर्वाधिक टेस्ट शतक जड़ने वाले भारतीय विकेटकीपर बने पंत, धोनी को पछाड़ा — [390, 400, 767, 458]
gold-columns — [212, 1353, 968, 1725]
score-cell: 0 — [946, 889, 954, 902]
